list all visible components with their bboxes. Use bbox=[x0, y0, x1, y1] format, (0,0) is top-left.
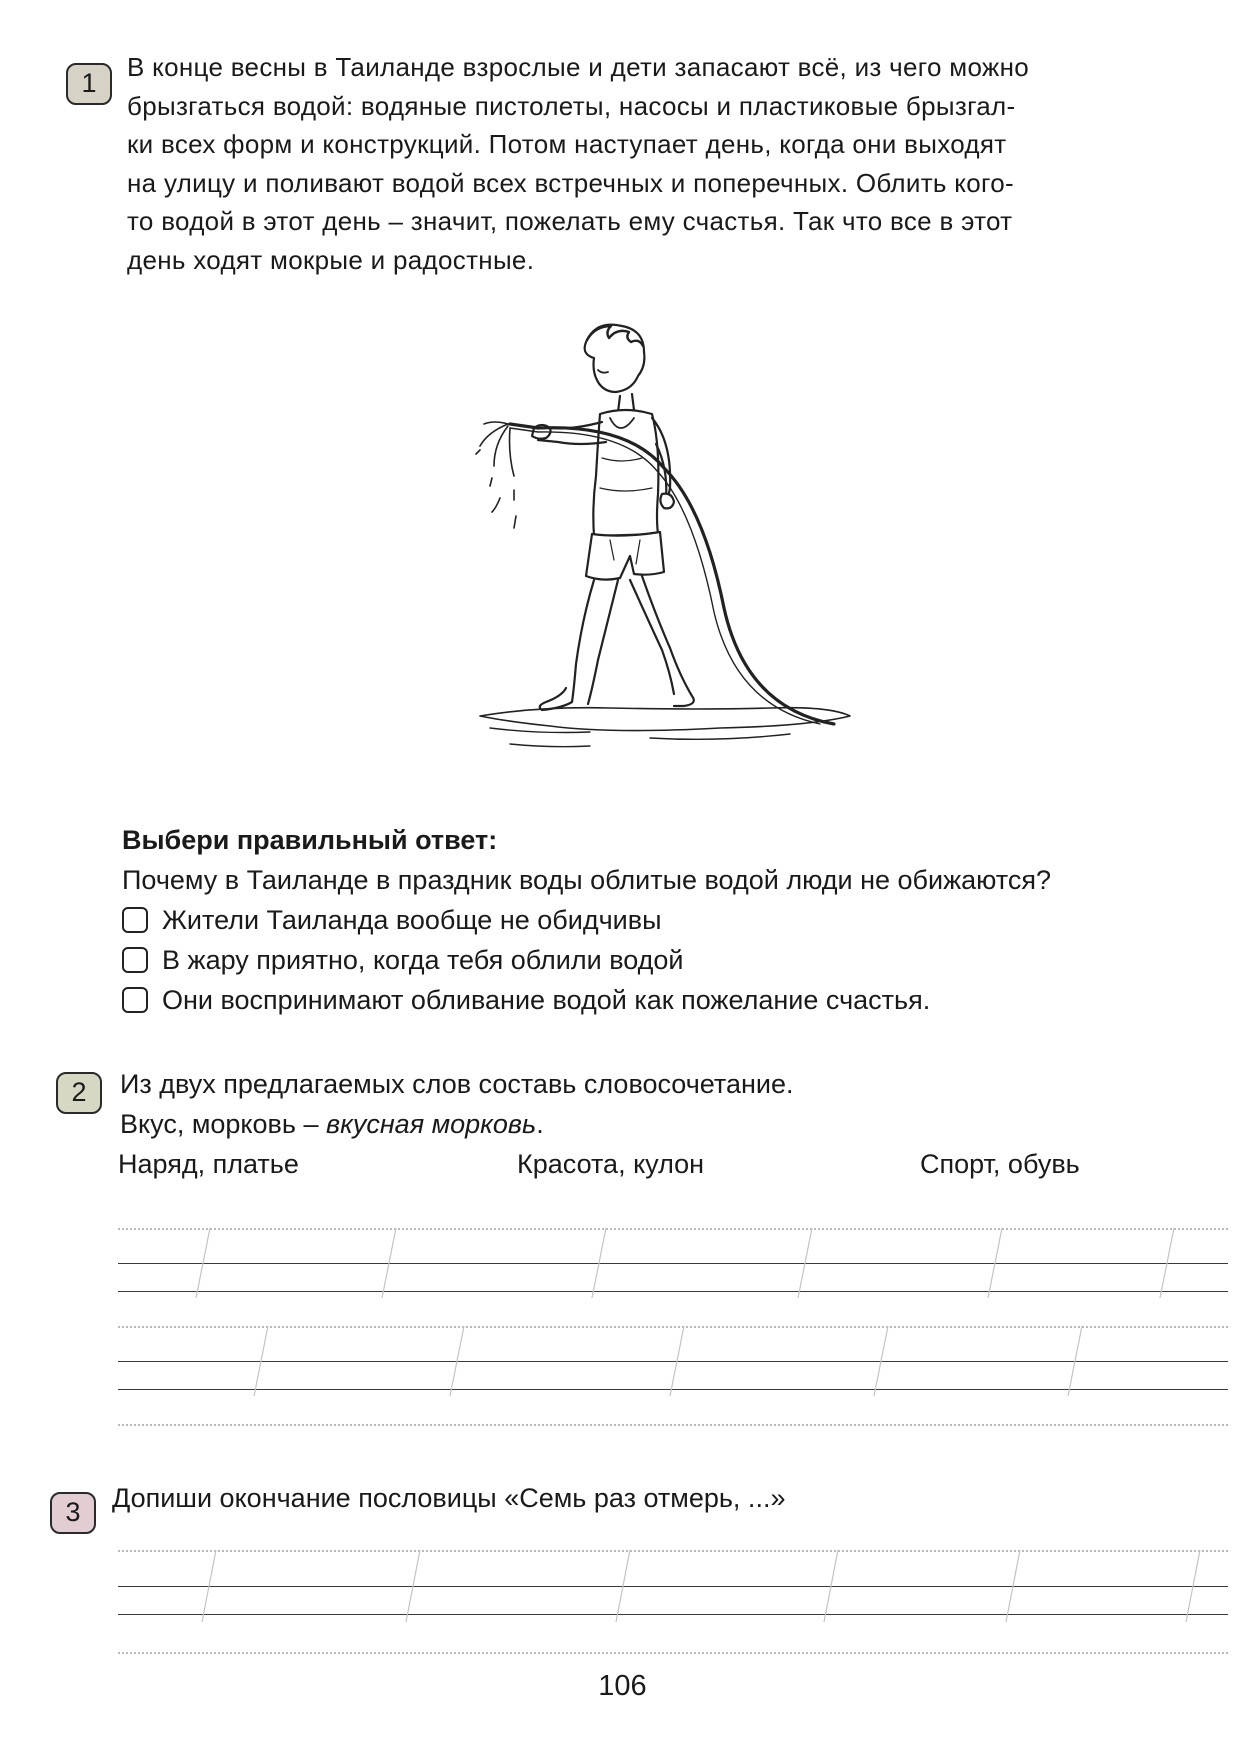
word-pair: Красота, кулон bbox=[517, 1149, 705, 1179]
task-number-badge-3: 3 bbox=[50, 1492, 96, 1534]
text-line: день ходят мокрые и радостные. bbox=[127, 244, 535, 275]
question-title: Выбери правильный ответ: bbox=[122, 825, 498, 855]
task-2-example: Вкус, морковь – вкусная морковь. bbox=[120, 1109, 544, 1139]
word-pair: Спорт, обувь bbox=[920, 1149, 1080, 1179]
checkbox[interactable] bbox=[122, 987, 148, 1013]
checkbox[interactable] bbox=[122, 907, 148, 933]
text-line: то водой в этот день – значит, пожелать ему счастья. Так что все в этот bbox=[127, 206, 1013, 236]
answer-option-label: Они воспринимают обливание водой как пожелание счастья. bbox=[162, 985, 931, 1015]
writing-area-task-3[interactable] bbox=[118, 1542, 1228, 1658]
writing-area-task-2[interactable] bbox=[118, 1218, 1228, 1428]
text-line: В конце весны в Таиланде взрослые и дети запасают всё, из чего можно bbox=[127, 52, 1030, 82]
answer-option-label: Жители Таиланда вообще не обидчивы bbox=[162, 905, 662, 935]
text-line: брызгаться водой: водяные пистолеты, насосы и пластиковые брызгал- bbox=[127, 90, 1016, 121]
question-text: Почему в Таиланде в праздник воды облитые водой люди не обижаются? bbox=[122, 865, 1052, 895]
task-3-instruction: Допиши окончание пословицы «Семь раз отмерь, ...» bbox=[112, 1483, 786, 1513]
text-line: ки всех форм и конструкций. Потом наступает день, когда они выходят bbox=[127, 129, 1007, 159]
task-2-text bbox=[120, 1064, 794, 1144]
task-number-badge-2: 2 bbox=[56, 1072, 102, 1114]
word-pair: Наряд, платье bbox=[118, 1149, 299, 1179]
answer-option[interactable] bbox=[122, 940, 1051, 980]
text-line: на улицу и поливают водой всех встречных и поперечных. Облить кого- bbox=[127, 167, 1014, 198]
task-1-question bbox=[122, 820, 1051, 1020]
answer-option-label: В жару приятно, когда тебя облили водой bbox=[162, 945, 684, 975]
task-2-instruction: Из двух предлагаемых слов составь словосочетание. bbox=[120, 1069, 794, 1099]
task-number-badge-1: 1 bbox=[66, 63, 112, 105]
answer-option[interactable] bbox=[122, 900, 1051, 940]
task-1-text bbox=[127, 48, 1207, 279]
boy-with-hose-illustration bbox=[470, 318, 870, 780]
answer-option[interactable] bbox=[122, 980, 1051, 1020]
page-number: 106 bbox=[598, 1670, 647, 1702]
checkbox[interactable] bbox=[122, 947, 148, 973]
